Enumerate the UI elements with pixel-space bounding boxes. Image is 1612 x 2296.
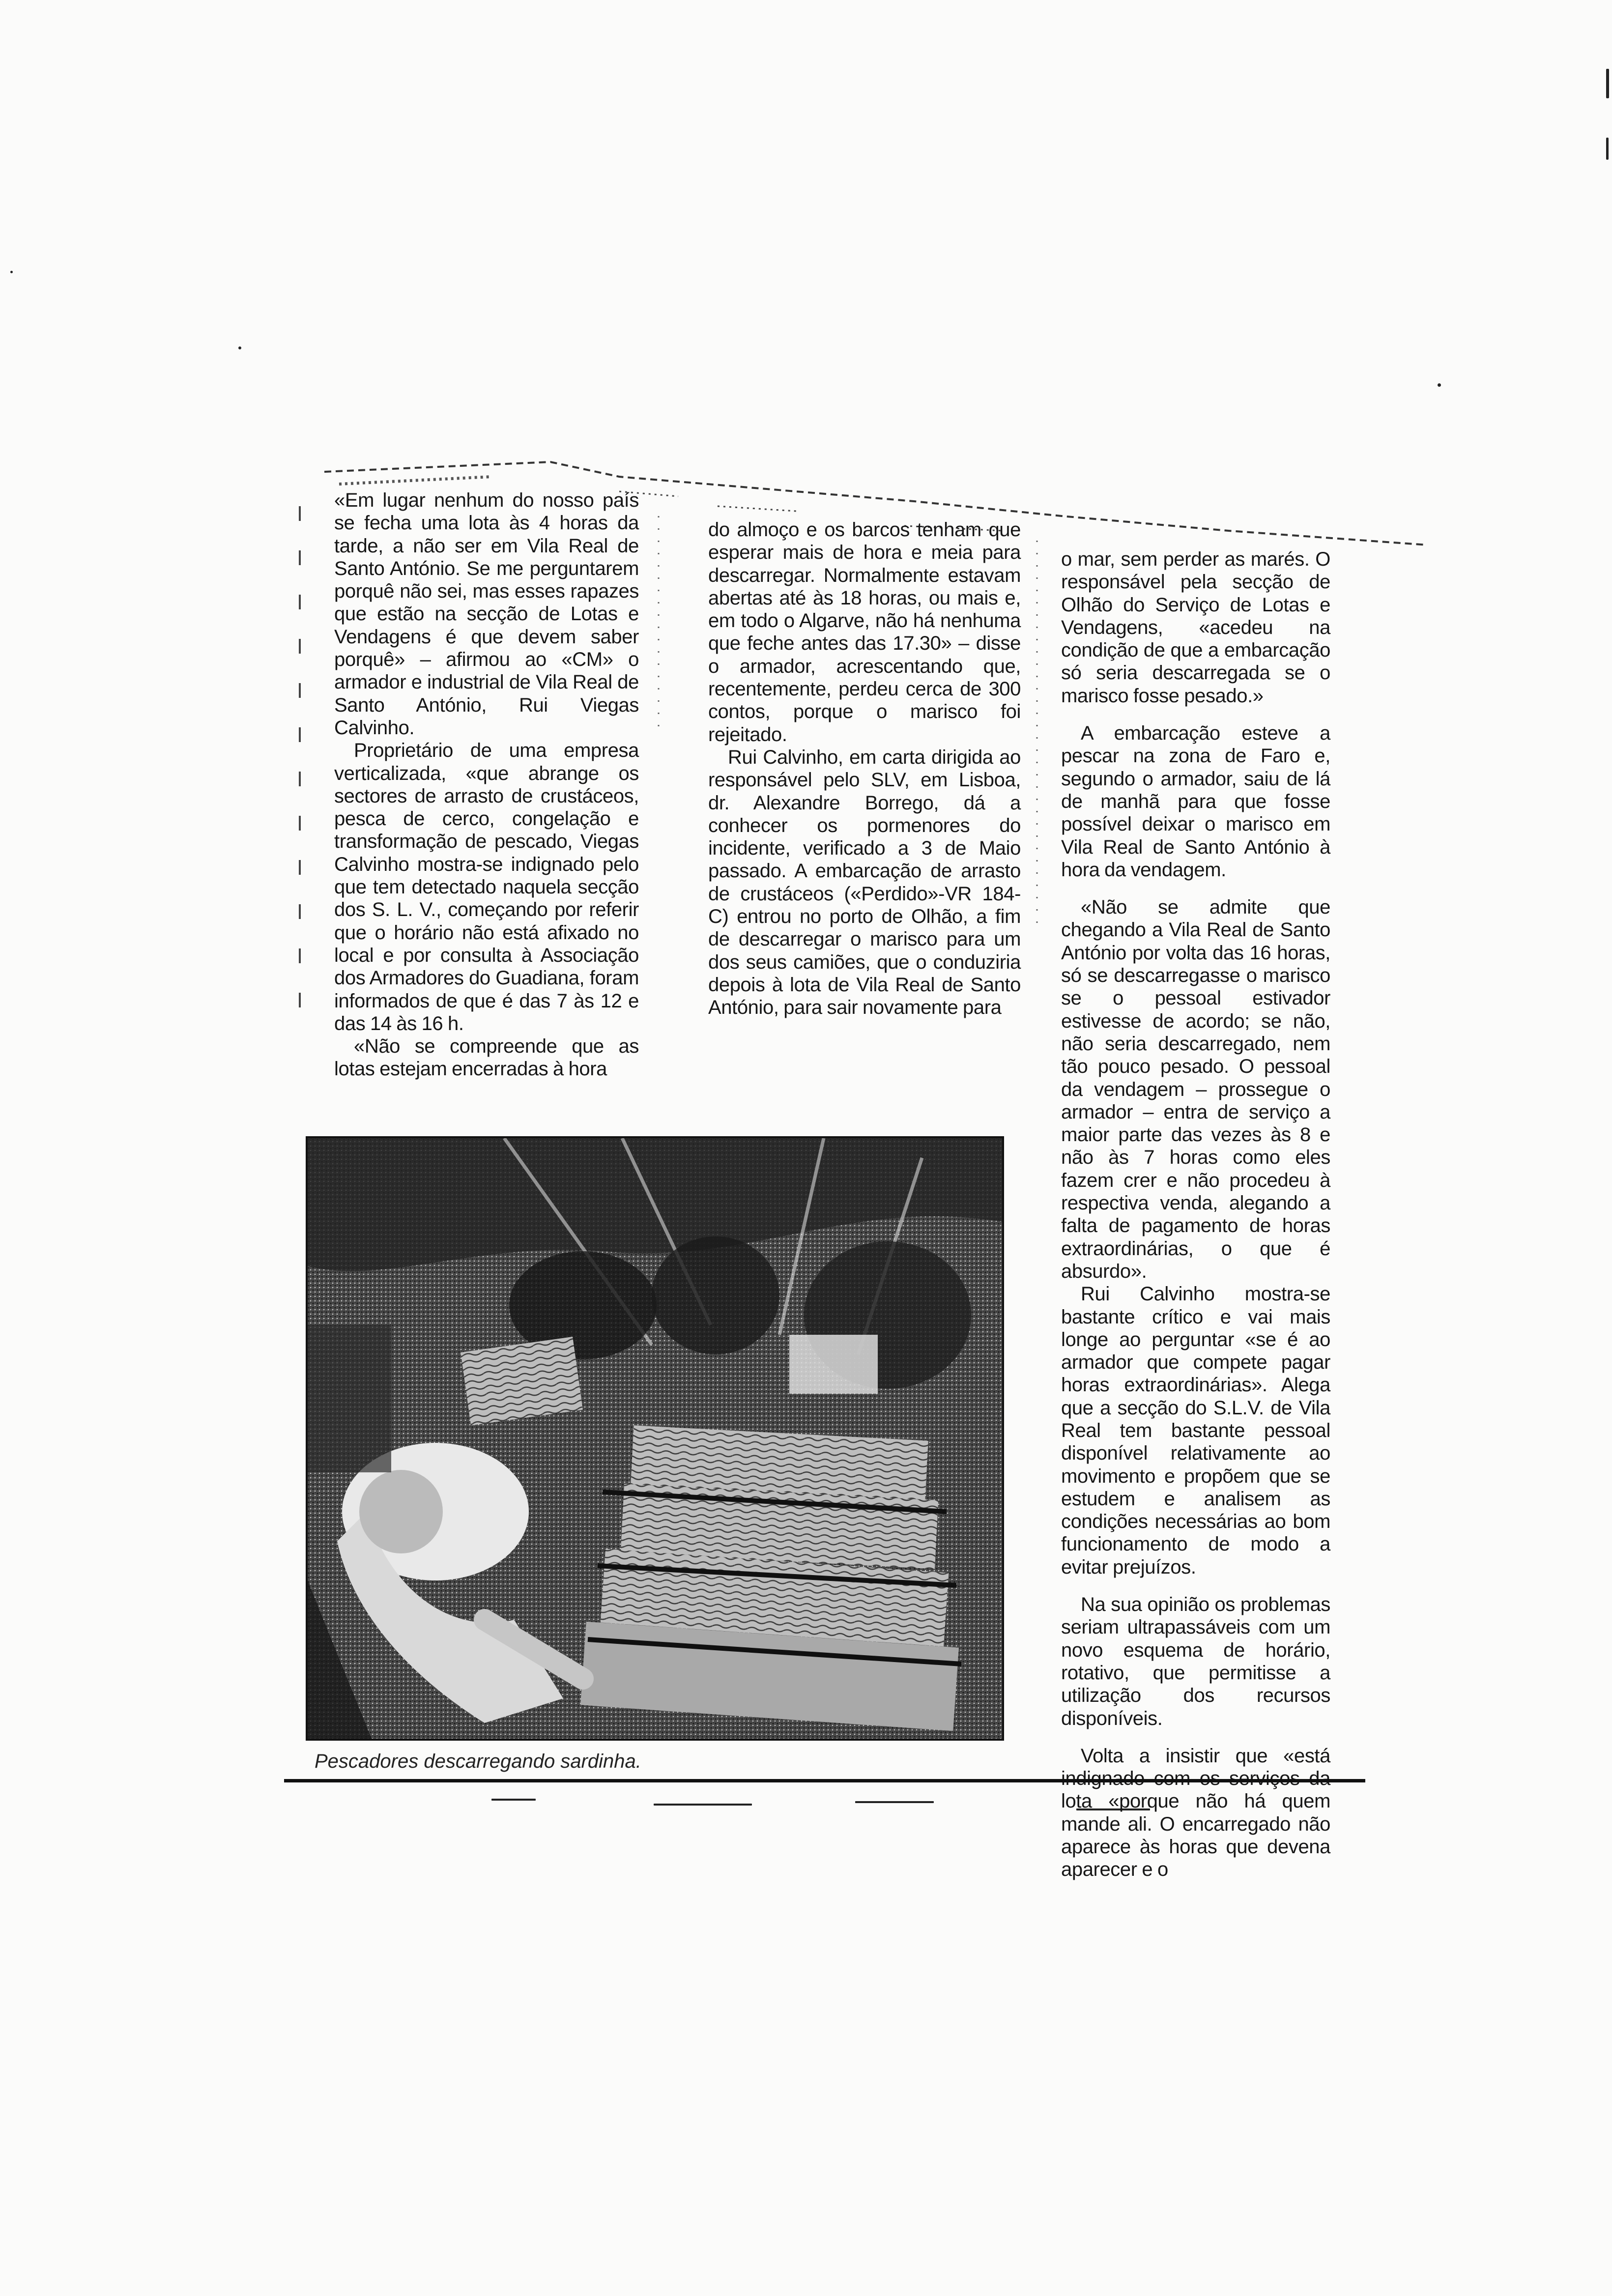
paragraph: «Não se compreende que as lotas estejam encerradas à hora [334,1035,639,1080]
paragraph: do almoço e os barcos tenham que esperar mais de hora e meia para descarregar. Normalmente estavam abertas até às 18 horas, ou mais e, em todo o Algarve, não há nenhuma que feche antes das 17.30» – disse o armador, acrescentando que, recentemente, perdeu cerca de 300 contos, porque o marisco foi rejeitado. [708,519,1021,746]
photo-caption: Pescadores descarregando sardinha. [315,1751,641,1772]
article-column-1 [334,489,639,1081]
paragraph: Volta a insistir que «está lota «porque não há quem mande ali. O encarregado não aparece às horas que devena aparecer e o [1061,1745,1330,1881]
article-column-2 [708,518,1021,1019]
news-photo [306,1136,1004,1741]
scan-speck [1606,138,1609,160]
paragraph: «Em lugar nenhum do nosso país se fecha uma lota às 4 horas da tarde, a não ser em Vila Real de Santo António. Se me perguntarem porquê não sei, mas esses rapazes que estão na secção de Lotas e Vendagens é que devem saber porquê» – afirmou ao «CM» o armador e industrial de Vila Real de Santo António, Rui Viegas Calvinho. [334,489,639,739]
scan-speck [1606,69,1609,98]
paragraph: A embarcação esteve a pescar na zona de Faro e, segundo o armador, saiu de lá de manhã para que fosse possível deixar o marisco em Vila Real de Santo António à hora da vendagem. [1061,722,1330,881]
scan-speck [10,271,13,273]
paragraph: o mar, sem perder as marés. O responsável pela secção de Olhão do Serviço de Lotas e Vendagens, «acedeu na condição de que a embarcação só seria descarregada se o marisco fosse pesado.» [1061,548,1330,707]
article-column-3 [1061,548,1330,1881]
fishermen-photo-illustration [308,1138,1002,1739]
paragraph: Rui Calvinho mostra-se bastante crítico e vai mais longe ao perguntar «se é ao armador que compete pagar horas extraordinárias». Alega que a secção do S.L.V. de Vila Real tem bastante pessoal disponível relativamente ao movimento e propõem que se estudem e analisem as condições necessárias ao bom funcionamento de modo a evitar prejuízos. [1061,1283,1330,1578]
paragraph: Rui Calvinho, em carta dirigida ao responsável pelo SLV, em Lisboa, dr. Alexandre Borrego, dá a conhecer os pormenores do incidente, verificado a 3 de Maio passado. A embarcação de arrasto de crustáceos («Perdido»-VR 184-C) entrou no porto de Olhão, a fim de descarregar o marisco para um dos seus camiões, que o conduziria depois à lota de Vila Real de Santo António, para sair novamente para [708,746,1021,1019]
paragraph: «Não se admite que chegando a Vila Real de Santo António por volta das 16 horas, só se descarregasse o marisco se o pessoal estivador estivesse de acordo; se não, não seria descarregado, nem tão pouco pesado. O pessoal da vendagem – prossegue o armador – entra de serviço a maior parte das vezes às 8 e não às 7 horas como eles fazem crer e não procedeu à respectiva venda, alegando a falta de pagamento de horas extraordinárias, o que é absurdo». [1061,896,1330,1282]
paragraph: Na sua opinião os problemas seriam ultrapassáveis com um novo esquema de horário, rotativo, que permitisse a utilização dos recursos disponíveis. [1061,1594,1330,1729]
paragraph: Proprietário de uma empresa verticalizada, «que abrange os sectores de arrasto de crustáceos, pesca de cerco, congelação e transformação de pescado, Viegas Calvinho mostra-se indignado pelo que tem detectado naquela secção dos S. L. V., começando por referir que o horário não está afixado no local e por consulta à Associação dos Armadores do Guadiana, foram informados de que é das 7 às 12 e das 14 às 16 h. [334,740,639,1034]
newspaper-clipping [295,442,1425,1881]
column-rule [284,1779,1365,1782]
scan-speck [238,346,241,349]
scan-speck [1438,383,1441,387]
